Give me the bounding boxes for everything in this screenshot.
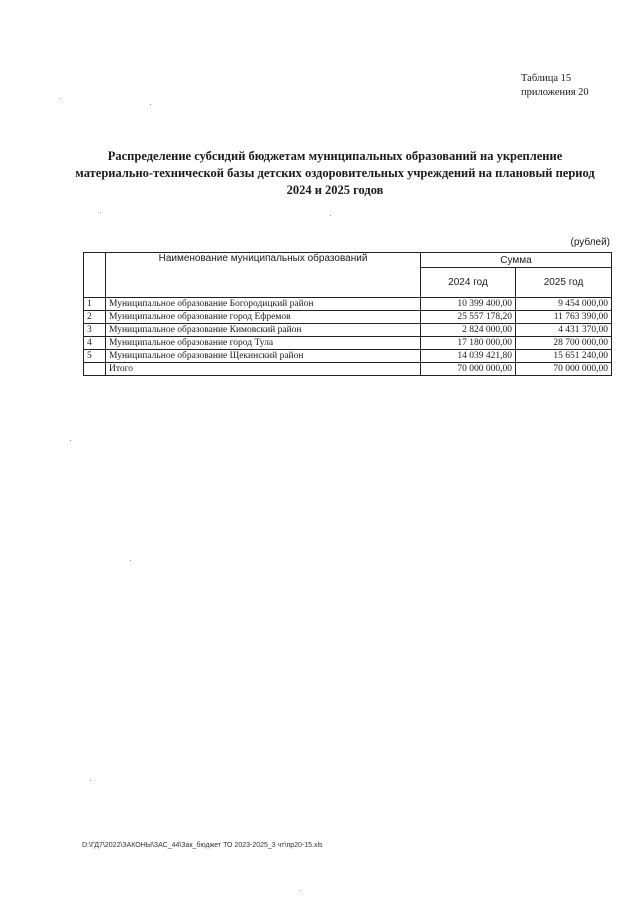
header-year-2025: 2025 год <box>516 268 612 298</box>
row-value-2024: 10 399 400,00 <box>421 298 516 311</box>
row-name: Муниципальное образование Щекинский район <box>106 350 421 363</box>
title-line-3: 2024 и 2025 годов <box>286 183 384 197</box>
row-name: Муниципальное образование Кимовский район <box>106 324 421 337</box>
row-value-2025: 28 700 000,00 <box>516 337 612 350</box>
row-value-2024: 2 824 000,00 <box>421 324 516 337</box>
scan-speck <box>150 104 151 105</box>
currency-unit: (рублей) <box>570 237 610 248</box>
row-name: Муниципальное образование Богородицкий район <box>106 298 421 311</box>
scan-speck <box>330 215 331 216</box>
scan-speck <box>60 98 61 99</box>
row-value-2024: 25 557 178,20 <box>421 311 516 324</box>
header-sum: Сумма <box>421 253 612 268</box>
table-row <box>84 311 612 324</box>
total-label: Итого <box>106 363 421 376</box>
row-name: Муниципальное образование город Тула <box>106 337 421 350</box>
row-value-2024: 14 039 421,80 <box>421 350 516 363</box>
table-row <box>84 337 612 350</box>
title-line-1: Распределение субсидий бюджетам муниципальных образований на укрепление <box>107 149 563 163</box>
header-name: Наименование муниципальных образований <box>106 253 421 298</box>
row-number: 3 <box>84 324 106 337</box>
header-number-cell <box>84 253 106 298</box>
document-title <box>70 148 600 199</box>
subsidy-table <box>83 252 612 376</box>
row-number: 4 <box>84 337 106 350</box>
scan-speck <box>100 212 101 213</box>
row-number: 5 <box>84 350 106 363</box>
row-value-2025: 9 454 000,00 <box>516 298 612 311</box>
total-number-cell <box>84 363 106 376</box>
table-number-label <box>521 72 589 100</box>
file-path-footer: D:\ГД7\2022\ЗАКОНЫ\ЗАС_44\Зак_бюджет ТО 2023-2025_3 чт\пр20-15.xls <box>82 842 323 849</box>
row-number: 1 <box>84 298 106 311</box>
header-year-2024: 2024 год <box>421 268 516 298</box>
title-line-2: материально-технической базы детских оздоровительных учреждений на плановый период <box>75 166 595 180</box>
scan-speck <box>70 440 71 441</box>
scan-speck <box>300 890 301 891</box>
row-value-2025: 11 763 390,00 <box>516 311 612 324</box>
scan-speck <box>90 780 91 781</box>
scan-speck <box>130 560 131 561</box>
total-value-2024: 70 000 000,00 <box>421 363 516 376</box>
table-row <box>84 298 612 311</box>
total-row <box>84 363 612 376</box>
total-value-2025: 70 000 000,00 <box>516 363 612 376</box>
table-row <box>84 324 612 337</box>
appendix-number: приложения 20 <box>521 87 589 98</box>
table-number: Таблица 15 <box>521 73 572 84</box>
row-value-2025: 15 651 240,00 <box>516 350 612 363</box>
row-number: 2 <box>84 311 106 324</box>
row-value-2024: 17 180 000,00 <box>421 337 516 350</box>
table-row <box>84 350 612 363</box>
row-value-2025: 4 431 370,00 <box>516 324 612 337</box>
row-name: Муниципальное образование город Ефремов <box>106 311 421 324</box>
